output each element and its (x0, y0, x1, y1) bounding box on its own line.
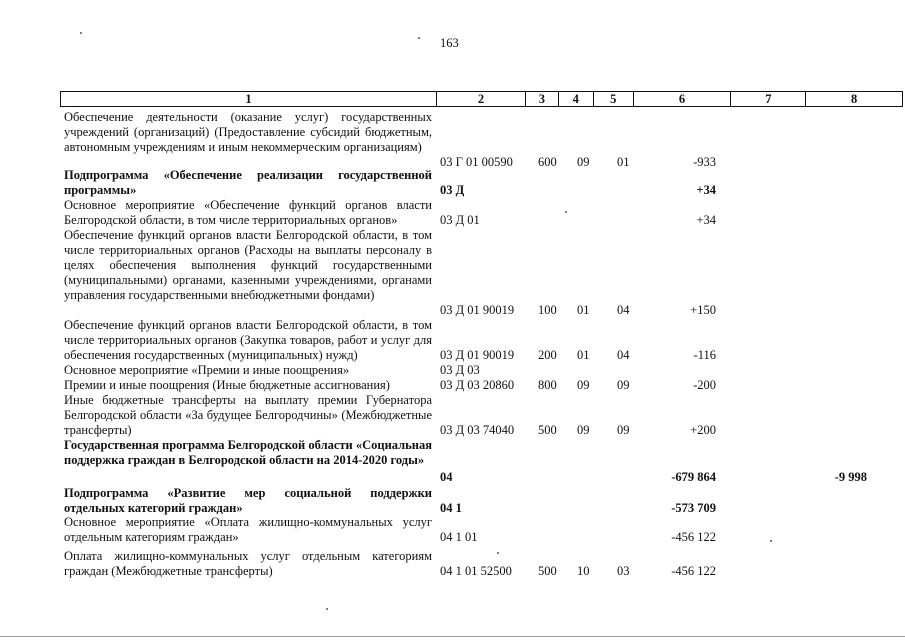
row-code: 03 Д 01 90019 (440, 303, 515, 317)
row-pr: 09 (617, 378, 630, 392)
row-vr: 100 (538, 303, 557, 317)
row-amount: -933 (693, 155, 716, 169)
header-col-6: 6 (634, 92, 732, 106)
page-edge (0, 636, 905, 637)
row-name: Основное мероприятие «Обеспечение функций органов власти Белгородской области, в том числе территориальных органов» (64, 198, 432, 227)
row-name: Обеспечение функций органов власти Белгородской области, в том числе территориальных органов (Расходы на выплаты персоналу в целях обеспечения выполнения функций государственными (муниципальными) органами, казенными учреждениями, органами управления государственными внебюджетными фондами) (64, 228, 432, 302)
header-col-5: 5 (594, 92, 634, 106)
row-name: Обеспечение деятельности (оказание услуг) государственных учреждений (организаций) (Предоставление субсидий бюджетным, автономным учреждениям и иным некоммерческим организациям) (64, 110, 432, 154)
header-col-3: 3 (526, 92, 559, 106)
scan-speck (497, 552, 499, 554)
row-rz: 10 (577, 564, 590, 578)
row-rz: 09 (577, 423, 590, 437)
row-code: 03 Д 03 (440, 363, 480, 377)
row-name: Премии и иные поощрения (Иные бюджетные ассигнования) (64, 378, 390, 392)
row-code: 03 Д 01 (440, 213, 480, 227)
row-code: 03 Д 03 20860 (440, 378, 515, 392)
scan-speck (326, 608, 328, 610)
row-pr: 01 (617, 155, 630, 169)
row-name: Оплата жилищно-коммунальных услуг отдельным категориям граждан (Межбюджетные трансферты) (64, 549, 432, 578)
row-name: Иные бюджетные трансферты на выплату премии Губернатора Белгородской области «За будущее Белгородчины» (Межбюджетные трансферты) (64, 393, 432, 437)
row-name: Основное мероприятие «Оплата жилищно-коммунальных услуг отдельным категориям граждан» (64, 515, 432, 544)
row-name: Обеспечение функций органов власти Белгородской области, в том числе территориальных органов (Закупка товаров, работ и услуг для обеспечения государственных (муниципальных) нужд) (64, 318, 432, 362)
row-name: Государственная программа Белгородской области «Социальная поддержка граждан в Белгородской области на 2014-2020 годы» (64, 438, 432, 467)
row-code: 03 Д 03 74040 (440, 423, 515, 437)
row-vr: 500 (538, 423, 557, 437)
header-col-7: 7 (731, 92, 806, 106)
scan-speck (80, 32, 82, 34)
header-col-8: 8 (850, 92, 858, 106)
row-code: 04 (440, 470, 453, 484)
row-amount: -200 (693, 378, 716, 392)
row-pr: 04 (617, 303, 630, 317)
scan-speck (565, 211, 567, 213)
row-rz: 01 (577, 303, 590, 317)
row-name: Подпрограмма «Обеспечение реализации государственной программы» (64, 168, 432, 197)
header-col-1: 1 (61, 92, 437, 106)
row-rz: 09 (577, 378, 590, 392)
header-col-2: 2 (437, 92, 526, 106)
row-amount: +200 (690, 423, 716, 437)
row-amount: -116 (693, 348, 716, 362)
row-amount: +34 (696, 213, 716, 227)
row-vr: 500 (538, 564, 557, 578)
header-col-4: 4 (559, 92, 594, 106)
row-amount: +150 (690, 303, 716, 317)
row-name: Подпрограмма «Развитие мер социальной поддержки отдельных категорий граждан» (64, 486, 432, 515)
row-name: Основное мероприятие «Премии и иные поощрения» (64, 363, 350, 377)
page-number: 163 (440, 36, 459, 50)
row-vr: 200 (538, 348, 557, 362)
scan-speck (418, 37, 420, 39)
row-code: 04 1 01 (440, 530, 478, 544)
row-amount: -456 122 (671, 564, 716, 578)
scan-speck (770, 540, 772, 542)
table-header (60, 91, 903, 107)
row-amount: -679 864 (671, 470, 716, 484)
row-code: 03 Д (440, 183, 465, 197)
row-amount: -456 122 (671, 530, 716, 544)
row-code: 03 Д 01 90019 (440, 348, 515, 362)
row-pr: 03 (617, 564, 630, 578)
row-code: 03 Г 01 00590 (440, 155, 513, 169)
row-vr: 600 (538, 155, 557, 169)
row-code: 04 1 01 52500 (440, 564, 512, 578)
row-vr: 800 (538, 378, 557, 392)
row-rz: 09 (577, 155, 590, 169)
row-col8: -9 998 (834, 470, 867, 484)
row-pr: 04 (617, 348, 630, 362)
row-code: 04 1 (440, 501, 462, 515)
row-amount: -573 709 (671, 501, 716, 515)
row-amount: +34 (696, 183, 716, 197)
row-rz: 01 (577, 348, 590, 362)
row-pr: 09 (617, 423, 630, 437)
